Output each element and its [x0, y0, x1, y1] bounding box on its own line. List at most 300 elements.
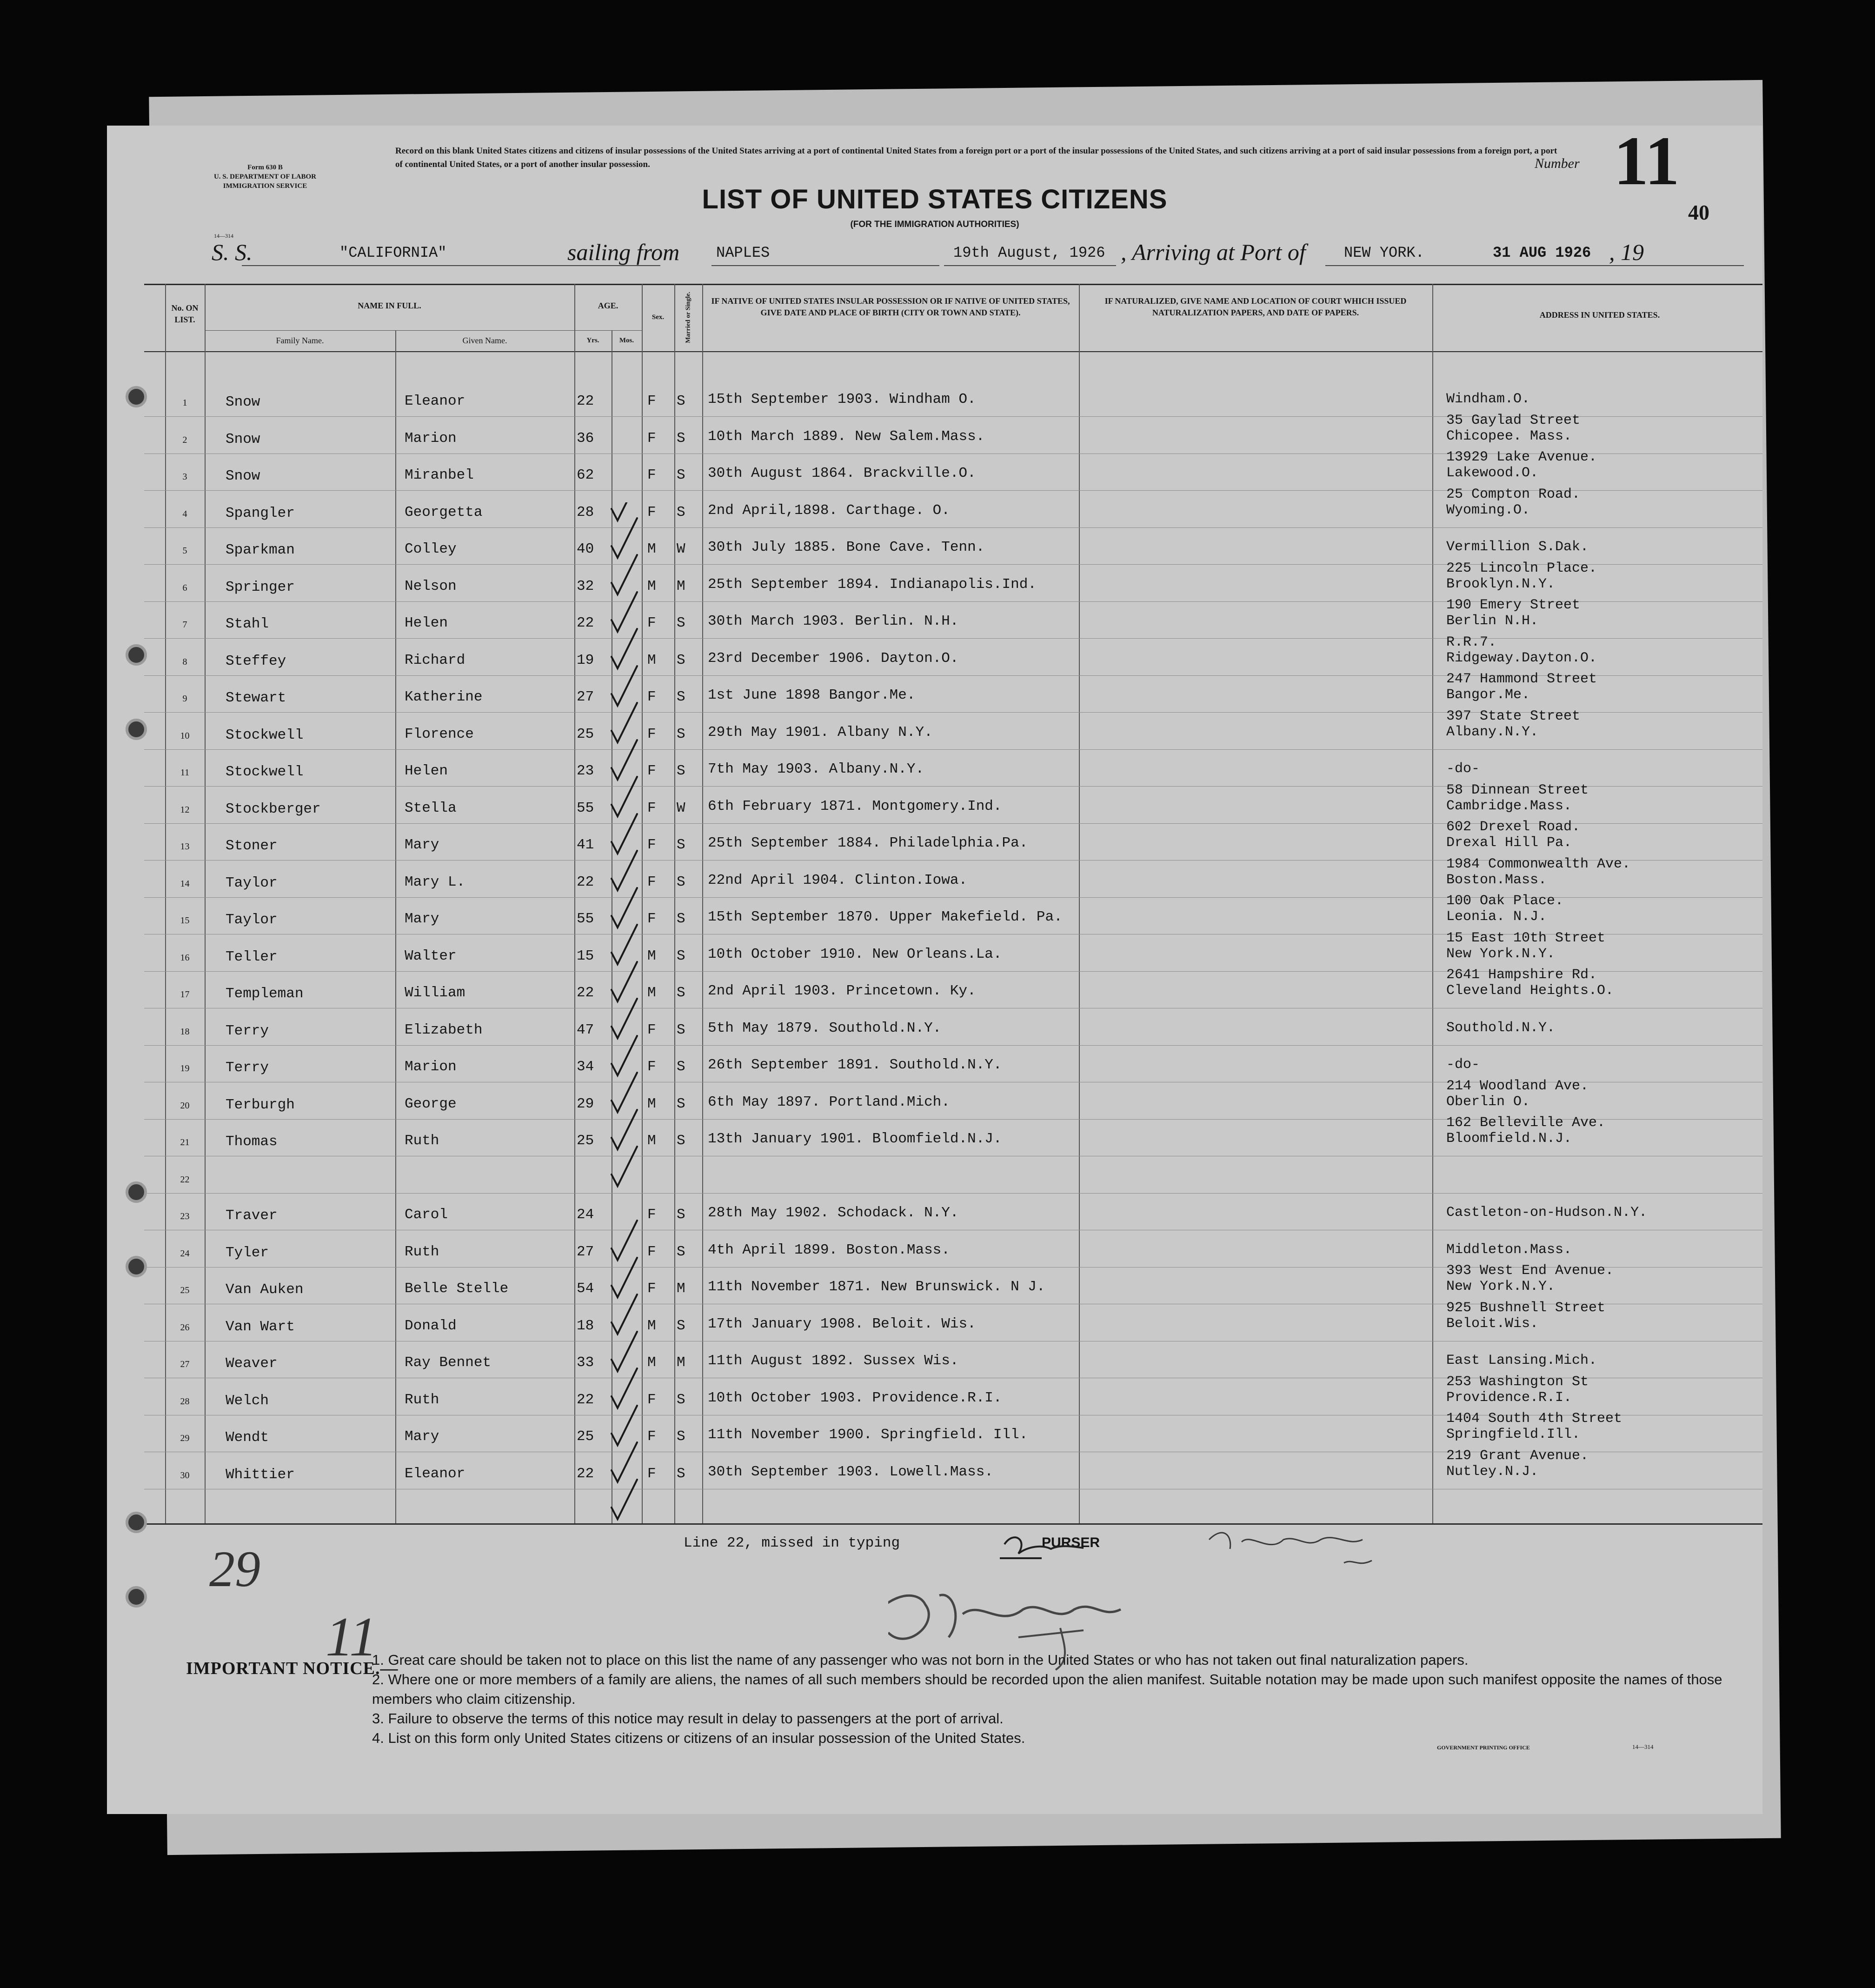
col-head-sex: Sex. [652, 314, 665, 321]
sex: F [647, 800, 656, 816]
check-mark [612, 502, 637, 520]
margin-number: 29 [209, 1541, 260, 1597]
row-number: 19 [180, 1063, 190, 1074]
punch-hole [126, 386, 147, 407]
family-name: Van Auken [226, 1281, 304, 1298]
col-head-address: ADDRESS IN UNITED STATES. [1539, 310, 1660, 320]
birth-date-place: 2nd April,1898. Carthage. O. [708, 502, 950, 519]
address-line-2: Providence.R.I. [1446, 1390, 1572, 1406]
age-years: 22 [577, 985, 594, 1001]
address-line-2: Wyoming.O. [1446, 502, 1530, 518]
family-name: Weaver [226, 1355, 278, 1372]
age-years: 15 [577, 948, 594, 964]
age-years: 33 [577, 1354, 594, 1371]
birth-date-place: 28th May 1902. Schodack. N.Y. [708, 1205, 959, 1221]
table-top-rule [144, 284, 1762, 285]
row-number: 28 [180, 1396, 190, 1407]
col-head-age: AGE. [598, 301, 618, 310]
family-name: Taylor [226, 875, 278, 891]
marital-status: S [677, 1022, 685, 1038]
margin-number: 11 [326, 1606, 378, 1668]
family-name: Traver [226, 1207, 278, 1224]
manifest-sheet [107, 122, 1762, 1814]
row-number: 16 [180, 953, 190, 963]
address-line-2: Vermillion S.Dak. [1446, 539, 1589, 555]
address-line-1: 1404 South 4th Street [1446, 1411, 1622, 1427]
birth-date-place: 11th November 1900. Springfield. Ill. [708, 1427, 1028, 1443]
family-name: Stewart [226, 690, 286, 706]
check-mark [612, 1442, 637, 1482]
check-mark [612, 851, 637, 890]
address-line-2: Middleton.Mass. [1446, 1242, 1572, 1258]
given-name: George [405, 1096, 457, 1112]
ship-name: "CALIFORNIA" [339, 244, 447, 261]
birth-date-place: 29th May 1901. Albany N.Y. [708, 724, 933, 740]
check-mark [612, 925, 637, 964]
sex: F [647, 911, 656, 927]
age-years: 55 [577, 911, 594, 927]
sex: M [647, 578, 656, 594]
form-code-footer: 14—314 [1632, 1743, 1654, 1750]
age-years: 25 [577, 1428, 594, 1445]
punch-hole [126, 719, 147, 740]
family-name: Steffey [226, 653, 286, 669]
row-rule [144, 527, 1762, 528]
form-code: 14—314 [214, 233, 233, 239]
departure-date: 19th August, 1926 [953, 244, 1105, 261]
sex: F [647, 1428, 656, 1445]
sex: F [647, 1207, 656, 1223]
address-line-1: 247 Hammond Street [1446, 671, 1597, 687]
address-line-2: East Lansing.Mich. [1446, 1353, 1597, 1368]
marital-status: S [677, 430, 685, 447]
family-name: Whittier [226, 1467, 295, 1483]
given-name: Mary [405, 911, 439, 927]
check-mark [612, 1110, 637, 1149]
age-years: 18 [577, 1318, 594, 1334]
row-number: 24 [180, 1248, 190, 1259]
arrival-port: NEW YORK. [1344, 244, 1424, 261]
birth-date-place: 23rd December 1906. Dayton.O. [708, 650, 959, 667]
marital-status: S [677, 1392, 685, 1408]
punch-hole [126, 1586, 147, 1608]
punch-hole [126, 1181, 147, 1203]
address-line-1: R.R.7. [1446, 634, 1497, 650]
birth-date-place: 6th February 1871. Montgomery.Ind. [708, 798, 1002, 814]
address-line-2: -do- [1446, 761, 1480, 777]
sex: M [647, 985, 656, 1001]
family-name: Teller [226, 949, 278, 965]
given-name: William [405, 985, 465, 1001]
address-line-2: Springfield.Ill. [1446, 1427, 1581, 1442]
ss-label: S. S. [212, 239, 253, 265]
check-mark [612, 1036, 637, 1075]
marital-status: S [677, 1466, 685, 1482]
name-subrule [205, 330, 574, 331]
given-name: Georgetta [405, 504, 483, 520]
marital-status: S [677, 393, 685, 409]
check-mark [612, 740, 637, 780]
sex: F [647, 615, 656, 631]
col-divider [1079, 284, 1080, 1523]
age-subrule [574, 330, 642, 331]
birth-date-place: 15th September 1903. Windham O. [708, 391, 976, 407]
marital-status: W [677, 800, 685, 816]
given-name: Marion [405, 430, 457, 447]
birth-date-place: 25th September 1884. Philadelphia.Pa. [708, 835, 1028, 851]
given-name: Helen [405, 615, 448, 631]
check-mark [612, 1406, 637, 1445]
address-line-2: Cleveland Heights.O. [1446, 983, 1614, 999]
given-name: Elizabeth [405, 1022, 483, 1038]
age-years: 25 [577, 726, 594, 742]
address-line-2: Castleton-on-Hudson.N.Y. [1446, 1205, 1648, 1221]
address-line-2: Berlin N.H. [1446, 613, 1539, 629]
given-name: Mary [405, 837, 439, 853]
sex: F [647, 467, 656, 483]
sex: F [647, 1466, 656, 1482]
row-rule [144, 1193, 1762, 1194]
age-years: 54 [577, 1281, 594, 1297]
arrival-date-stamp: 31 AUG 1926 [1493, 244, 1591, 261]
marital-status: M [677, 578, 685, 594]
service: IMMIGRATION SERVICE [223, 182, 307, 190]
given-name: Eleanor [405, 1466, 465, 1482]
sex: F [647, 689, 656, 705]
address-line-1: 2641 Hampshire Rd. [1446, 967, 1597, 983]
sex: M [647, 948, 656, 964]
given-name: Ruth [405, 1133, 439, 1149]
address-line-2: Leonia. N.J. [1446, 909, 1547, 925]
sex: F [647, 726, 656, 742]
check-mark [612, 1368, 637, 1408]
sex: F [647, 1392, 656, 1408]
row-rule [144, 638, 1762, 639]
age-years: 25 [577, 1133, 594, 1149]
arrival-underline [1325, 265, 1744, 266]
notice-item: 1. Great care should be taken not to place on this list the name of any passenger who was not born in the United States or who has not taken out final naturalization papers. [372, 1652, 1469, 1668]
given-name: Marion [405, 1059, 457, 1075]
check-mark [612, 888, 637, 927]
sex: M [647, 541, 656, 557]
age-years: 27 [577, 1244, 594, 1260]
check-mark [612, 629, 637, 668]
birth-date-place: 10th October 1910. New Orleans.La. [708, 946, 1002, 962]
address-line-1: 214 Woodland Ave. [1446, 1078, 1589, 1094]
col-head-name: NAME IN FULL. [358, 301, 421, 310]
row-number: 6 [182, 583, 187, 593]
row-number: 15 [180, 915, 190, 926]
col-head-yrs: Yrs. [586, 337, 599, 344]
given-name: Donald [405, 1318, 457, 1334]
address-line-2: Boston.Mass. [1446, 872, 1547, 888]
given-name: Walter [405, 948, 457, 964]
address-line-2: -do- [1446, 1057, 1480, 1073]
page-number: 40 [1688, 200, 1709, 224]
notice-heading: IMPORTANT NOTICE.— [186, 1659, 399, 1678]
header-bottom-rule [144, 351, 1762, 352]
check-mark [612, 1073, 637, 1112]
address-line-1: 190 Emery Street [1446, 597, 1581, 613]
address-line-1: 602 Drexel Road. [1446, 819, 1581, 835]
notice-item: 2. Where one or more members of a family are aliens, the names of all such members should be recorded upon the alien manifest. Suitable notation may be made upon such manifest opposite the names of those members who claim citizenship. [372, 1671, 1722, 1707]
given-name: Ruth [405, 1392, 439, 1408]
col-divider [395, 330, 396, 1523]
year-suffix: , 19 [1609, 239, 1644, 265]
sex: M [647, 652, 656, 668]
age-years: 41 [577, 837, 594, 853]
check-mark [612, 999, 637, 1038]
address-line-1: 35 Gaylad Street [1446, 413, 1581, 428]
age-years: 29 [577, 1096, 594, 1112]
given-name: Eleanor [405, 393, 465, 409]
address-line-1: 253 Washington St [1446, 1374, 1589, 1390]
marital-status: S [677, 1207, 685, 1223]
birth-date-place: 30th March 1903. Berlin. N.H. [708, 613, 959, 629]
arriving-label: , Arriving at Port of [1121, 239, 1306, 265]
address-line-2: Oberlin O. [1446, 1094, 1530, 1110]
marital-status: S [677, 1133, 685, 1149]
col-divider [205, 284, 206, 1523]
row-number: 4 [182, 509, 187, 519]
birth-date-place: 1st June 1898 Bangor.Me. [708, 687, 916, 703]
notice-item: 4. List on this form only United States citizens or citizens of an insular possession of the United States. [372, 1730, 1025, 1746]
col-head-birth: IF NATIVE OF UNITED STATES INSULAR POSSESSION OR IF NATIVE OF UNITED STATES, GIVE DATE AND PLACE OF BIRTH (CITY OR TOWN AND STATE). [711, 296, 1070, 317]
family-name: Welch [226, 1393, 269, 1409]
age-years: 62 [577, 467, 594, 483]
address-line-1: 15 East 10th Street [1446, 930, 1606, 946]
birth-date-place: 30th September 1903. Lowell.Mass. [708, 1464, 993, 1480]
marital-status: S [677, 837, 685, 853]
birth-date-place: 26th September 1891. Southold.N.Y. [708, 1057, 1002, 1073]
given-name: Mary L. [405, 874, 465, 890]
sailing-label: sailing from [567, 239, 680, 265]
col-head-no: No. ON LIST. [171, 303, 199, 324]
address-line-1: 219 Grant Avenue. [1446, 1448, 1589, 1464]
address-line-1: 225 Lincoln Place. [1446, 560, 1597, 576]
family-name: Snow [226, 431, 260, 447]
row-number: 21 [180, 1137, 190, 1147]
marital-status: S [677, 689, 685, 705]
check-mark [612, 1480, 637, 1519]
birth-date-place: 5th May 1879. Southold.N.Y. [708, 1020, 942, 1036]
age-years: 55 [577, 800, 594, 816]
check-mark [612, 1221, 637, 1260]
address-line-1: 58 Dinnean Street [1446, 782, 1589, 798]
address-line-2: Nutley.N.J. [1446, 1464, 1539, 1480]
family-name: Terry [226, 1060, 269, 1076]
ship-underline [242, 265, 660, 266]
sex: F [647, 393, 656, 409]
sex: M [647, 1354, 656, 1371]
row-number: 20 [180, 1101, 190, 1111]
address-line-1: 393 West End Avenue. [1446, 1263, 1614, 1279]
family-name: Stoner [226, 838, 278, 854]
sex: M [647, 1133, 656, 1149]
row-number: 18 [180, 1027, 190, 1037]
birth-date-place: 30th July 1885. Bone Cave. Tenn. [708, 539, 985, 555]
sex: F [647, 874, 656, 890]
col-head-given: Given Name. [462, 336, 507, 345]
age-years: 19 [577, 652, 594, 668]
family-name: Terburgh [226, 1097, 295, 1113]
row-number: 1 [182, 398, 187, 408]
age-years: 40 [577, 541, 594, 557]
row-number: 27 [180, 1359, 190, 1369]
age-years: 22 [577, 1466, 594, 1482]
age-years: 28 [577, 504, 594, 520]
col-head-family: Family Name. [276, 336, 324, 345]
row-number: 12 [180, 805, 190, 815]
address-line-1: 925 Bushnell Street [1446, 1300, 1606, 1316]
marital-status: M [677, 1281, 685, 1297]
check-mark [612, 814, 637, 854]
address-line-1: 162 Belleville Ave. [1446, 1115, 1606, 1131]
given-name: Miranbel [405, 467, 474, 483]
given-name: Mary [405, 1428, 439, 1445]
punch-hole [126, 644, 147, 666]
col-head-married: Married or Single. [685, 292, 692, 343]
age-years: 36 [577, 430, 594, 447]
row-number: 25 [180, 1285, 190, 1295]
address-line-2: Brooklyn.N.Y. [1446, 576, 1556, 592]
row-number: 13 [180, 841, 190, 852]
given-name: Belle Stelle [405, 1281, 509, 1297]
marital-status: S [677, 504, 685, 520]
check-mark [612, 555, 637, 594]
notice-item: 3. Failure to observe the terms of this notice may result in delay to passengers at the port of arrival. [372, 1710, 1004, 1727]
marital-status: S [677, 1244, 685, 1260]
birth-date-place: 10th October 1903. Providence.R.I. [708, 1390, 1002, 1406]
address-line-2: Drexal Hill Pa. [1446, 835, 1572, 851]
birth-date-place: 25th September 1894. Indianapolis.Ind. [708, 576, 1037, 593]
row-number: 3 [182, 472, 187, 482]
birth-date-place: 13th January 1901. Bloomfield.N.J. [708, 1131, 1002, 1147]
row-rule [144, 1045, 1762, 1046]
check-mark [612, 518, 637, 558]
row-number: 10 [180, 731, 190, 741]
age-years: 22 [577, 393, 594, 409]
address-line-1: 25 Compton Road. [1446, 487, 1581, 502]
sex: F [647, 1059, 656, 1075]
family-name: Terry [226, 1023, 269, 1039]
page-title: LIST OF UNITED STATES CITIZENS [702, 184, 1168, 214]
sex: F [647, 1244, 656, 1260]
missed-line-note: Line 22, missed in typing [684, 1535, 900, 1551]
given-name: Ruth [405, 1244, 439, 1260]
row-number: 26 [180, 1322, 190, 1333]
list-number: 11 [1614, 122, 1680, 200]
row-number: 9 [182, 694, 187, 704]
address-line-2: Ridgeway.Dayton.O. [1446, 650, 1597, 666]
check-mark [612, 1332, 637, 1371]
row-number: 17 [180, 989, 190, 1000]
address-line-2: Albany.N.Y. [1446, 724, 1539, 740]
marital-status: S [677, 726, 685, 742]
age-years: 24 [577, 1207, 594, 1223]
marital-status: S [677, 615, 685, 631]
port-underline [711, 265, 939, 266]
age-years: 22 [577, 615, 594, 631]
family-name: Templeman [226, 986, 304, 1002]
family-name: Snow [226, 468, 260, 484]
marital-status: S [677, 652, 685, 668]
sex: F [647, 430, 656, 447]
birth-date-place: 6th May 1897. Portland.Mich. [708, 1094, 950, 1110]
given-name: Ray Bennet [405, 1354, 492, 1371]
birth-date-place: 22nd April 1904. Clinton.Iowa. [708, 872, 968, 888]
family-name: Snow [226, 394, 260, 410]
birth-date-place: 17th January 1908. Beloit. Wis. [708, 1316, 976, 1332]
family-name: Thomas [226, 1134, 278, 1150]
address-line-2: Windham.O. [1446, 391, 1530, 407]
marital-status: S [677, 1096, 685, 1112]
row-rule [144, 749, 1762, 750]
row-number: 22 [180, 1174, 190, 1185]
marital-status: S [677, 911, 685, 927]
family-name: Taylor [226, 912, 278, 928]
sex: F [647, 763, 656, 779]
marital-status: S [677, 467, 685, 483]
marital-status: S [677, 1428, 685, 1445]
sex: M [647, 1318, 656, 1334]
check-mark [612, 962, 637, 1001]
sex: M [647, 1096, 656, 1112]
age-years: 32 [577, 578, 594, 594]
address-line-2: Lakewood.O. [1446, 465, 1539, 481]
col-head-naturalized: IF NATURALIZED, GIVE NAME AND LOCATION OF COURT WHICH ISSUED NATURALIZATION PAPERS, AND DATE OF PAPERS. [1104, 296, 1407, 317]
row-number: 8 [182, 657, 187, 667]
marital-status: S [677, 1318, 685, 1334]
birth-date-place: 15th September 1870. Upper Makefield. Pa. [708, 909, 1063, 925]
row-number: 7 [182, 620, 187, 630]
check-mark [612, 1258, 637, 1297]
age-years: 47 [577, 1022, 594, 1038]
family-name: Stahl [226, 616, 269, 632]
printing-office: GOVERNMENT PRINTING OFFICE [1437, 1744, 1530, 1751]
given-name: Nelson [405, 578, 457, 594]
address-line-2: Beloit.Wis. [1446, 1316, 1539, 1332]
sex: F [647, 1022, 656, 1038]
punch-hole [126, 1256, 147, 1277]
address-line-1: 1984 Commonwealth Ave. [1446, 856, 1631, 872]
age-years: 27 [577, 689, 594, 705]
form-number: Form 630 B [247, 164, 283, 171]
check-mark [612, 777, 637, 816]
given-name: Katherine [405, 689, 483, 705]
family-name: Sparkman [226, 542, 295, 558]
marital-status: S [677, 874, 685, 890]
col-divider [1432, 284, 1433, 1523]
family-name: Tyler [226, 1245, 269, 1261]
check-mark [612, 1294, 637, 1334]
address-line-2: Cambridge.Mass. [1446, 798, 1572, 814]
sex: F [647, 504, 656, 520]
birth-date-place: 2nd April 1903. Princetown. Ky. [708, 983, 976, 999]
check-mark [612, 592, 637, 632]
row-number: 5 [182, 546, 187, 556]
sex: F [647, 837, 656, 853]
check-mark [612, 703, 637, 742]
given-name: Colley [405, 541, 457, 557]
address-line-1: 100 Oak Place. [1446, 893, 1564, 909]
check-marks [609, 502, 842, 1642]
age-years: 23 [577, 763, 594, 779]
address-line-2: New York.N.Y. [1446, 946, 1556, 962]
family-name: Van Wart [226, 1319, 295, 1335]
marital-status: M [677, 1354, 685, 1371]
family-name: Springer [226, 579, 295, 595]
